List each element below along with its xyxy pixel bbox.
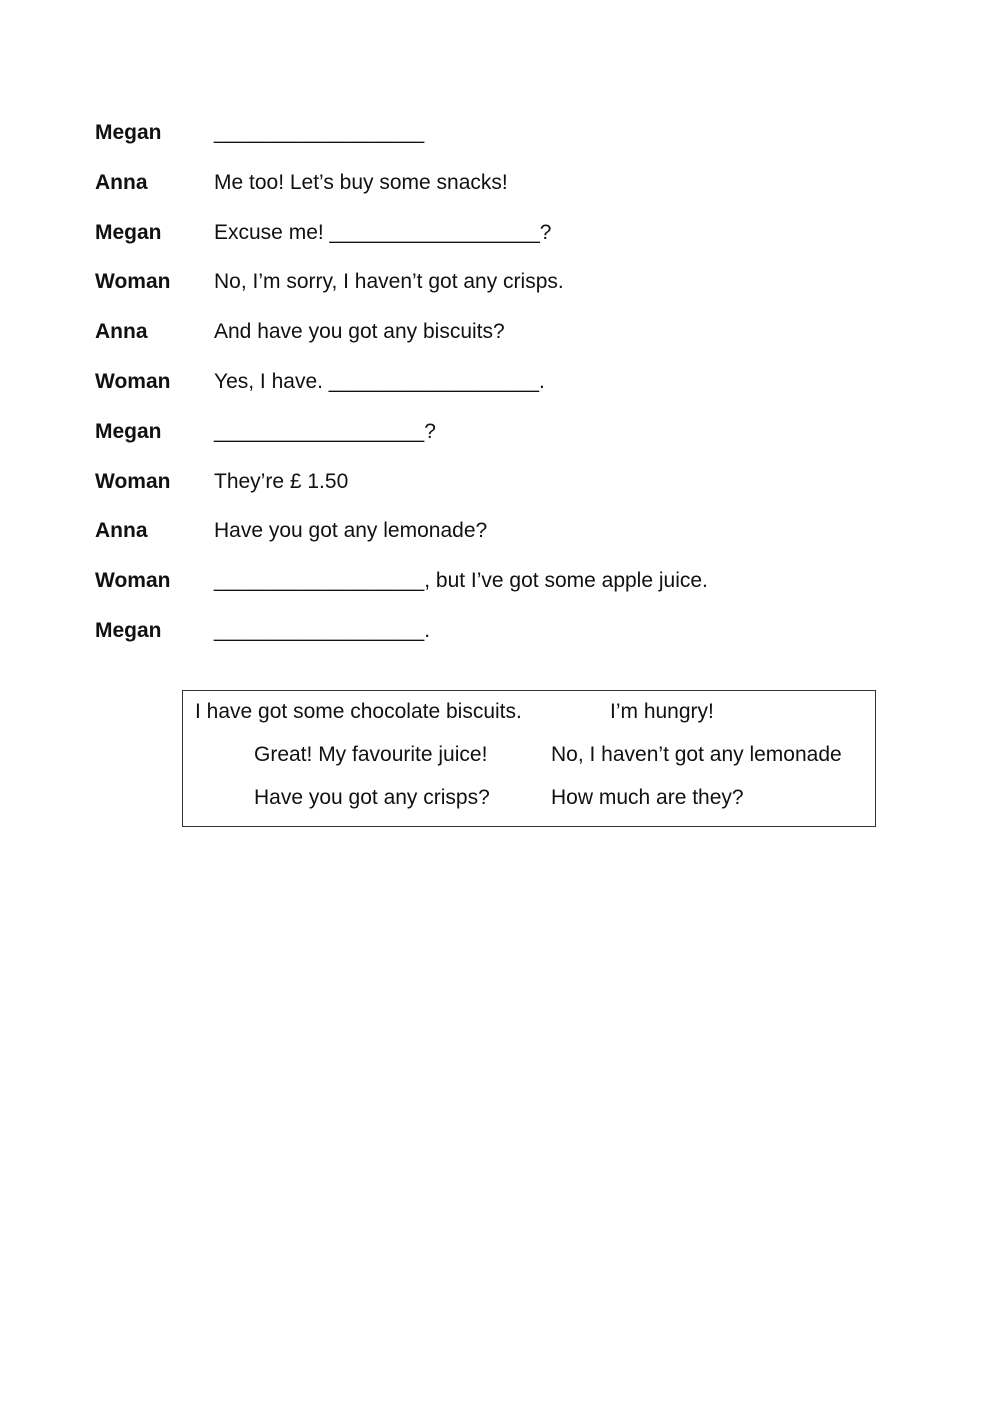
- dialogue-line: [95, 214, 895, 264]
- word-bank-option[interactable]: How much are they?: [551, 786, 744, 809]
- word-bank-option[interactable]: I have got some chocolate biscuits.: [195, 700, 522, 723]
- word-bank-option[interactable]: Have you got any crisps?: [254, 786, 490, 809]
- speaker-name: Anna: [95, 170, 148, 194]
- dialogue-line: [95, 363, 895, 413]
- word-bank-box: [182, 690, 876, 827]
- speaker-name: Woman: [95, 469, 171, 493]
- utterance[interactable]: __________________: [214, 121, 425, 144]
- dialogue-line: [95, 164, 895, 214]
- dialogue-line: [95, 612, 895, 662]
- utterance[interactable]: __________________.: [214, 618, 431, 642]
- speaker-name: Woman: [95, 270, 171, 294]
- utterance[interactable]: Excuse me! __________________?: [214, 220, 552, 244]
- word-bank-option[interactable]: No, I haven’t got any lemonade: [551, 743, 842, 766]
- dialogue-line: [95, 313, 895, 363]
- speaker-name: Megan: [95, 419, 162, 443]
- speaker-name: Megan: [95, 618, 162, 642]
- utterance[interactable]: Yes, I have. __________________.: [214, 369, 545, 393]
- speaker-name: Anna: [95, 320, 148, 344]
- speaker-name: Megan: [95, 121, 162, 144]
- speaker-name: Anna: [95, 519, 148, 543]
- speaker-name: Woman: [95, 369, 171, 393]
- speaker-name: Megan: [95, 220, 162, 244]
- dialogue-line: [95, 263, 895, 313]
- utterance: Me too! Let’s buy some snacks!: [214, 170, 508, 194]
- utterance: No, I’m sorry, I haven’t got any crisps.: [214, 270, 564, 294]
- utterance: Have you got any lemonade?: [214, 519, 488, 543]
- dialogue-line: [95, 463, 895, 513]
- utterance[interactable]: __________________?: [214, 419, 436, 443]
- dialogue-line: [95, 114, 895, 164]
- word-bank-option[interactable]: I’m hungry!: [610, 700, 714, 723]
- utterance: They’re £ 1.50: [214, 469, 349, 493]
- utterance: And have you got any biscuits?: [214, 320, 505, 344]
- dialogue-line: [95, 512, 895, 562]
- dialogue-line: [95, 562, 895, 612]
- dialogue: [95, 114, 895, 662]
- utterance[interactable]: __________________, but I’ve got some apple juice.: [214, 569, 708, 593]
- dialogue-line: [95, 413, 895, 463]
- speaker-name: Woman: [95, 569, 171, 593]
- word-bank-option[interactable]: Great! My favourite juice!: [254, 743, 488, 766]
